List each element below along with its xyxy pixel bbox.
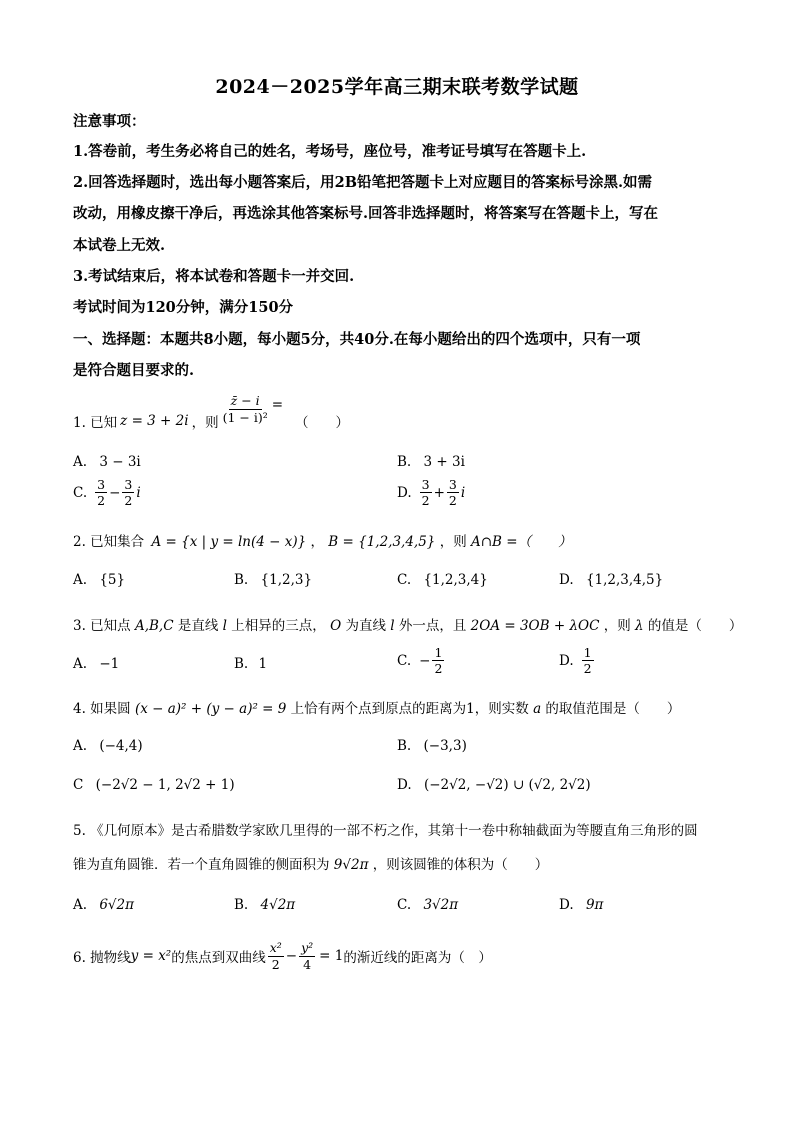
q2-ask: A∩B =（ ）: [471, 534, 572, 550]
notice-heading: 注意事项：: [73, 113, 146, 130]
q5-area: 9√2π: [333, 857, 369, 873]
q3-point-o: O: [330, 618, 342, 634]
q4-option-d[interactable]: [397, 777, 591, 793]
q3-text-2: 上相异的三点，: [231, 618, 326, 634]
q6-eq1: = 1: [319, 948, 344, 964]
q6-den-4: 4: [303, 956, 312, 972]
q2-post: ，则: [439, 534, 467, 550]
q2-set-b: B = {1,2,3,4,5}: [328, 534, 436, 550]
q5-option-c-label: C.: [397, 897, 412, 913]
q6-parabola: y = x²: [130, 948, 172, 964]
q3-option-a-value: −1: [99, 656, 120, 672]
q5-option-d-value: 9π: [585, 897, 604, 913]
q4-option-b-value: (−3,3): [423, 738, 467, 754]
q3-option-b-value: 1: [258, 656, 268, 672]
question-3: [73, 614, 742, 634]
q6-den-2: 2: [271, 956, 280, 972]
section1-line2: 是符合题目要求的.: [73, 362, 195, 379]
q3-option-d[interactable]: [559, 646, 596, 675]
q1-d-plus: +: [433, 484, 445, 501]
q5-line-1: 5. 《几何原本》是古希腊数学家欧几里得的一部不朽之作，其第十一卷中称轴截面为等腰直角三角形的圆: [73, 823, 698, 839]
q2-option-d[interactable]: [559, 572, 663, 588]
q3-option-b-label: B.: [234, 656, 249, 672]
q2-option-c-value: {1,2,3,4}: [423, 572, 488, 588]
q2-option-b-label: B.: [234, 572, 249, 588]
q6-num-y: y²: [301, 940, 314, 956]
q3-vector-equation: 2OA = 3OB + λOC: [470, 618, 600, 634]
q3-option-a[interactable]: [73, 656, 119, 672]
q5-option-d-label: D.: [559, 897, 574, 913]
q4-text-1: 上恰有两个点到原点的距离为1，则实数: [290, 701, 529, 717]
q2-set-a: A = {x | y = ln(4 − x)}: [151, 534, 307, 550]
q2-option-c-label: C.: [397, 572, 412, 588]
notice-item-2c: 本试卷上无效.: [73, 237, 166, 254]
q2-option-b[interactable]: [234, 572, 312, 588]
q5-option-a-label: A.: [73, 897, 88, 913]
q3-option-c[interactable]: [397, 646, 446, 675]
q1-option-a-label: A.: [73, 454, 88, 470]
q5-option-a[interactable]: [73, 897, 134, 913]
q5-option-c[interactable]: [397, 897, 458, 913]
exam-title: 2024－2025学年高三期末联考数学试题: [215, 76, 579, 98]
q4-prefix: 4. 如果圆: [73, 701, 131, 717]
q4-option-c-value: (−2√2 − 1, 2√2 + 1): [95, 777, 235, 793]
q4-option-c[interactable]: [73, 777, 235, 793]
q2-option-a-value: {5}: [99, 572, 126, 588]
q4-option-d-label: D.: [397, 777, 412, 793]
question-1: [73, 393, 350, 446]
q5-option-a-value: 6√2π: [99, 897, 134, 913]
q5-option-d[interactable]: [559, 897, 603, 913]
q3-option-c-label: C.: [397, 652, 412, 669]
q3-text-6: 的值是（ ）: [647, 618, 743, 634]
q3-prefix: 3. 已知点: [73, 618, 131, 634]
q3-c-frac: [432, 646, 444, 675]
q1-c-num-1: 3: [97, 477, 106, 492]
q1-option-c[interactable]: [73, 478, 141, 507]
q3-text-4: 外一点，且: [398, 618, 467, 634]
q3-c-den: 2: [434, 661, 443, 677]
q4-circle-equation: (x − a)² + (y − a)² = 9: [134, 701, 287, 717]
q1-d-num-2: 3: [448, 477, 457, 492]
q1-option-b-value: 3 + 3i: [423, 454, 465, 470]
q2-option-a-label: A.: [73, 572, 88, 588]
section1-line1: 一、选择题：本题共8小题，每小题5分，共40分.在每小题给出的四个选项中，只有一项: [73, 331, 641, 348]
notice-item-2a: 2.回答选择题时，选出每小题答案后，用2B铅笔把答题卡上对应题目的答案标号涂黑.如需: [73, 174, 653, 191]
q2-option-b-value: {1,2,3}: [260, 572, 313, 588]
q6-prefix: 6. 抛物线: [73, 950, 131, 966]
q1-c-num-2: 3: [124, 477, 133, 492]
q5-option-b-label: B.: [234, 897, 249, 913]
q5-text-b: ，则该圆锥的体积为（ ）: [372, 857, 549, 873]
q1-c-minus: −: [109, 484, 121, 501]
q6-minus: −: [285, 948, 298, 964]
q3-lambda: λ: [635, 618, 644, 634]
question-2: [73, 530, 572, 550]
q3-d-frac: [582, 646, 594, 675]
q6-mid: 的焦点到双曲线: [171, 950, 266, 966]
q1-d-den-2: 2: [448, 493, 457, 509]
q3-c-minus: −: [419, 652, 431, 669]
q2-option-c[interactable]: [397, 572, 488, 588]
q6-frac-y: [299, 941, 315, 970]
q3-line-l: l: [222, 618, 227, 634]
q1-c-i: i: [136, 484, 141, 501]
q2-option-d-label: D.: [559, 572, 574, 588]
q1-blank: （ ）: [295, 415, 350, 431]
q3-d-num: 1: [583, 645, 592, 660]
q1-equals: =: [271, 397, 284, 413]
q3-text-3: 为直线: [345, 618, 386, 634]
q1-numerator: z̄ − i: [230, 393, 260, 409]
q1-c-den-2: 2: [124, 493, 133, 509]
q1-d-frac-1: [420, 478, 432, 507]
q5-line-2: [73, 853, 548, 873]
q1-option-b[interactable]: [397, 454, 465, 470]
q2-option-d-value: {1,2,3,4,5}: [585, 572, 664, 588]
q1-option-d[interactable]: [397, 478, 465, 507]
q3-option-b[interactable]: [234, 656, 267, 672]
q4-text-2: 的取值范围是（ ）: [545, 701, 681, 717]
q6-num-x: x²: [269, 940, 282, 956]
q1-d-num-1: 3: [421, 477, 430, 492]
q4-option-b-label: B.: [397, 738, 412, 754]
q1-c-den-1: 2: [97, 493, 106, 509]
q2-option-a[interactable]: [73, 572, 125, 588]
q5-option-b-value: 4√2π: [260, 897, 296, 913]
q3-c-num: 1: [434, 645, 443, 660]
q4-a: a: [533, 701, 542, 717]
q3-text-5: ，则: [603, 618, 631, 634]
q3-points: A,B,C: [134, 618, 174, 634]
q4-option-b[interactable]: [397, 738, 467, 754]
q5-option-b[interactable]: [234, 897, 295, 913]
q5-text-a: 锥为直角圆锥．若一个直角圆锥的侧面积为: [73, 857, 330, 873]
q1-option-d-label: D.: [397, 484, 412, 501]
q3-option-d-label: D.: [559, 652, 574, 669]
q3-option-a-label: A.: [73, 656, 88, 672]
question-6: [73, 936, 492, 976]
q2-comma: ，: [310, 534, 324, 550]
q1-mid: ，则: [191, 415, 219, 431]
notice-item-2b: 改动，用橡皮擦干净后，再选涂其他答案标号.回答非选择题时，将答案写在答题卡上，写在: [73, 205, 659, 222]
q1-d-den-1: 2: [421, 493, 430, 509]
q1-d-frac-2: [447, 478, 459, 507]
q1-d-i: i: [460, 484, 466, 501]
q4-option-c-label: C: [73, 777, 84, 793]
q6-frac-x: [268, 941, 284, 970]
q3-text-1: 是直线: [177, 618, 219, 634]
q1-c-frac-2: [122, 478, 134, 507]
q1-option-c-label: C.: [73, 484, 88, 501]
q1-z-expression: z = 3 + 2i: [120, 413, 189, 429]
q5-option-c-value: 3√2π: [423, 897, 459, 913]
q3-line-l-2: l: [390, 618, 395, 634]
q1-fraction: [221, 394, 270, 423]
q1-option-a-value: 3 − 3i: [99, 454, 141, 470]
q4-option-a[interactable]: [73, 738, 143, 754]
exam-time: 考试时间为120分钟，满分150分: [73, 299, 294, 316]
notice-item-3: 3.考试结束后，将本试卷和答题卡一并交回.: [73, 268, 355, 285]
q4-option-a-label: A.: [73, 738, 88, 754]
q1-prefix: 1. 已知: [73, 415, 118, 431]
q1-denominator: (1 − i)²: [222, 409, 268, 425]
q4-option-d-value: (−2√2, −√2) ∪ (√2, 2√2): [423, 777, 591, 793]
q1-c-frac-1: [95, 478, 107, 507]
q1-option-a[interactable]: [73, 454, 141, 470]
question-4: [73, 697, 680, 717]
q4-option-a-value: (−4,4): [99, 738, 143, 754]
q1-option-b-label: B.: [397, 454, 412, 470]
q3-d-den: 2: [583, 661, 592, 677]
q6-post: 的渐近线的距离为（ ）: [343, 950, 492, 966]
q2-prefix: 2. 已知集合: [73, 534, 145, 550]
notice-item-1: 1.答卷前，考生务必将自己的姓名，考场号，座位号，准考证号填写在答题卡上.: [73, 143, 587, 160]
